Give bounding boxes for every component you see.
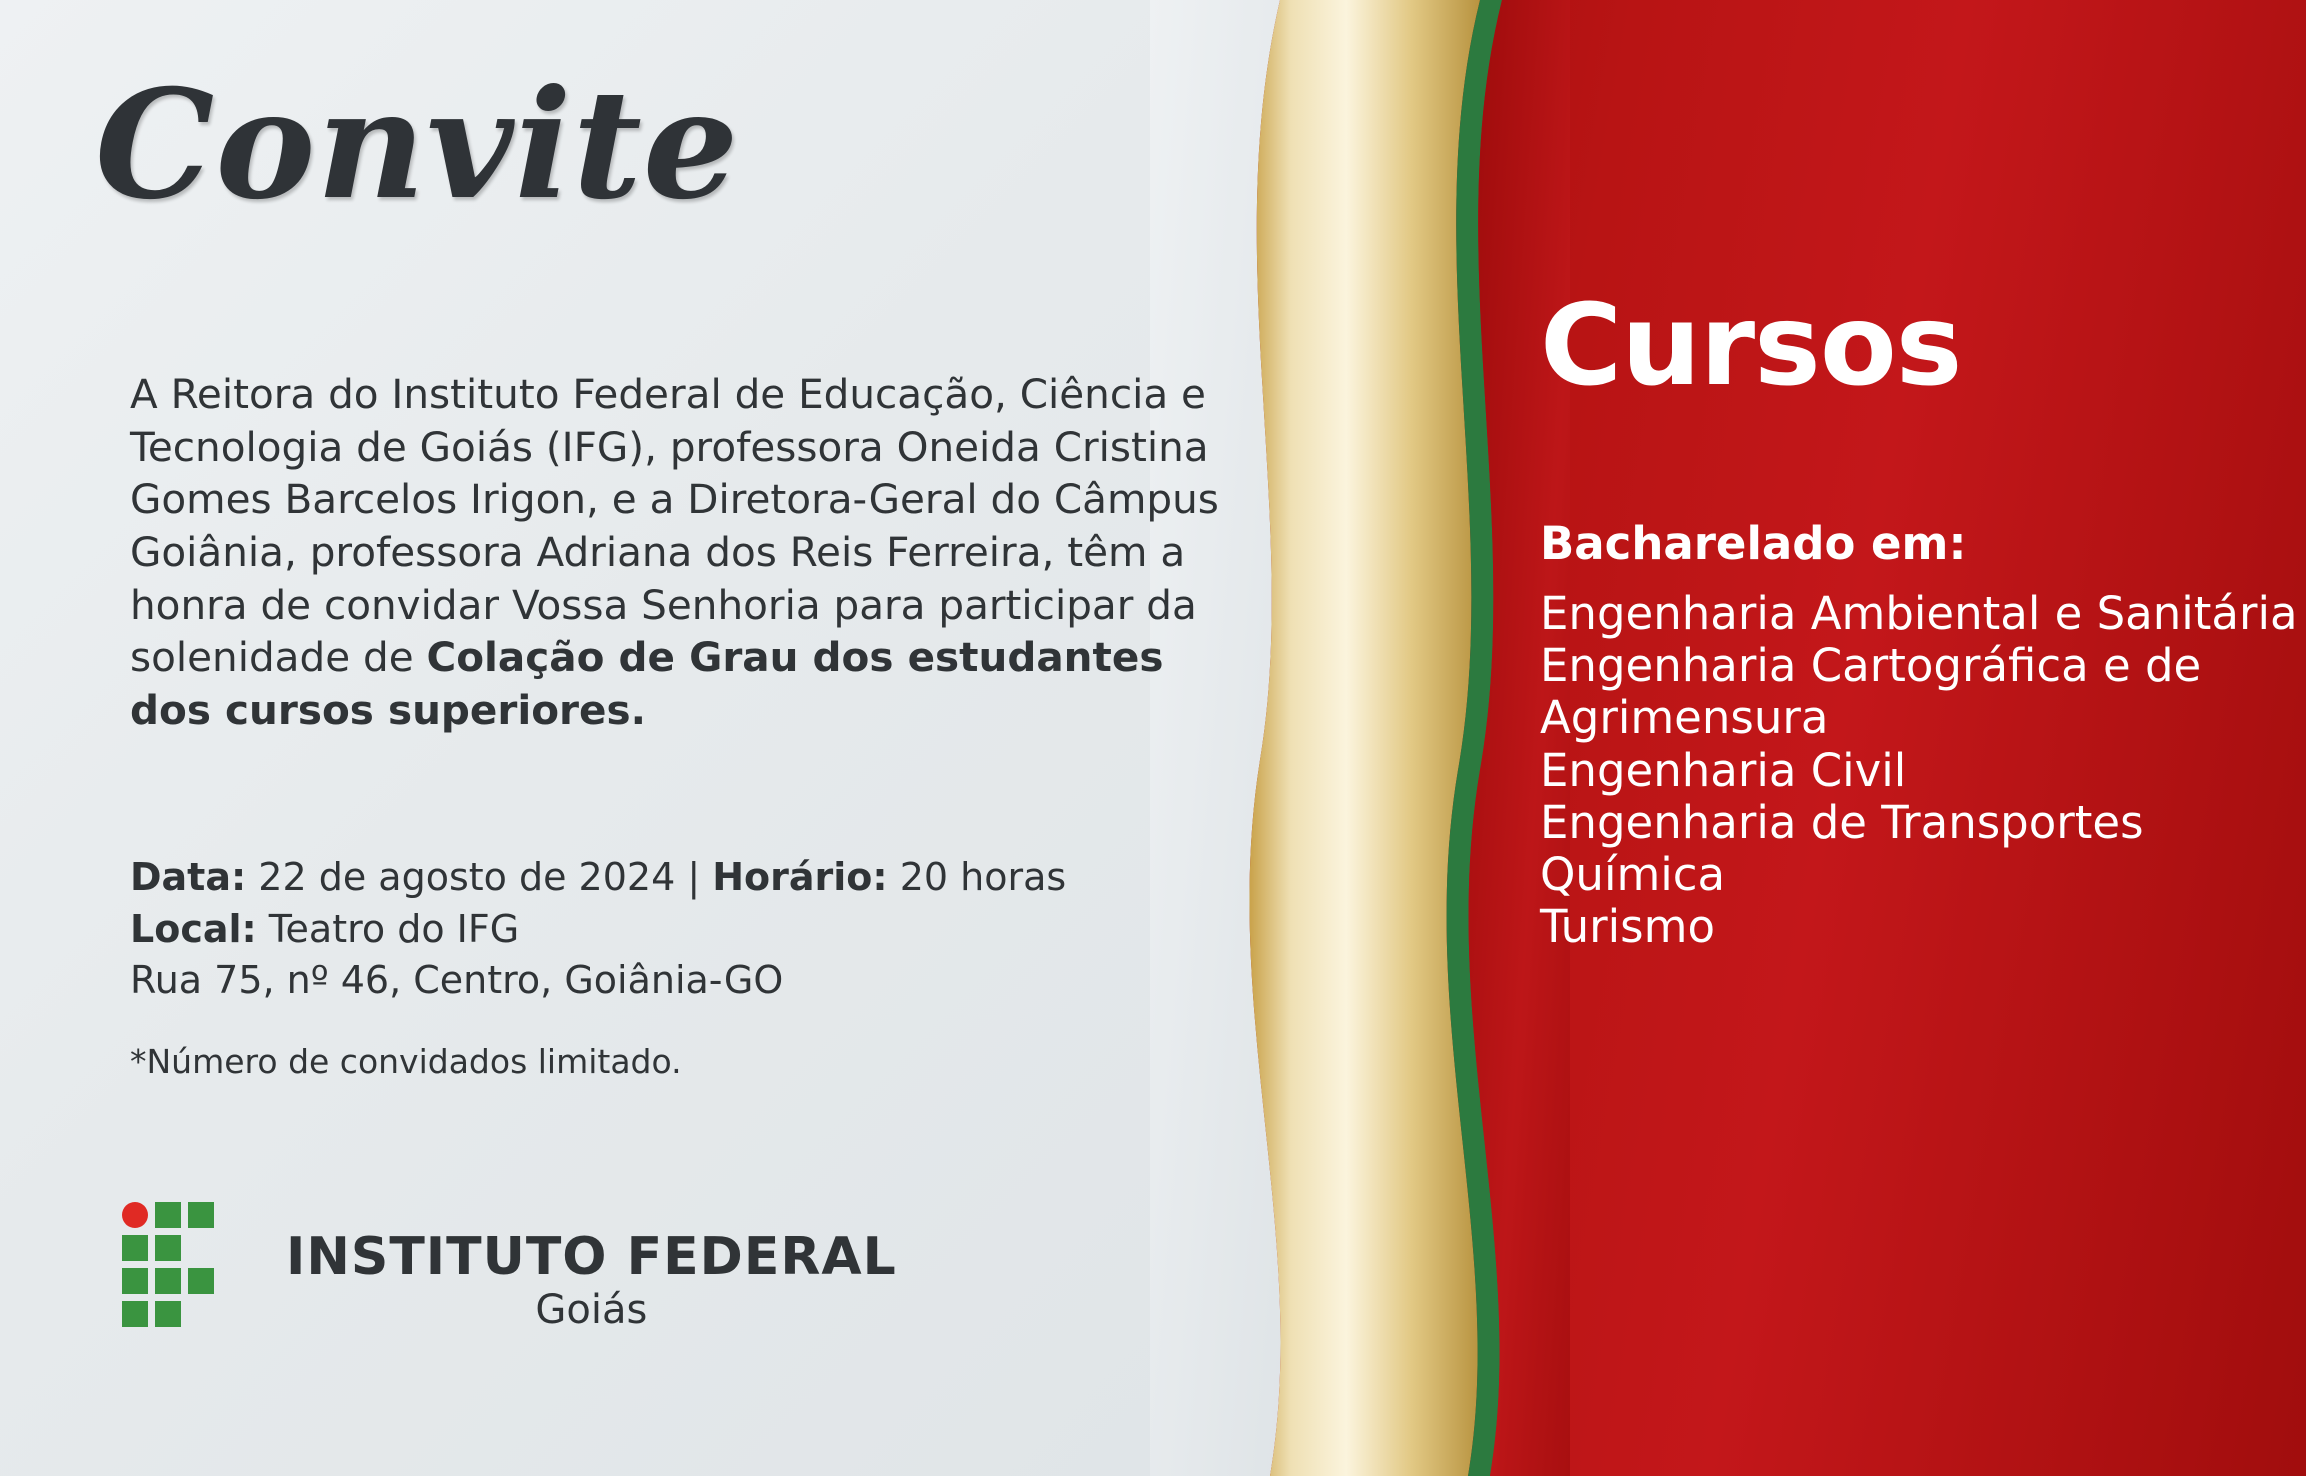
time-label: Horário: — [712, 855, 888, 899]
event-details — [130, 852, 1230, 1007]
ifg-logo-mark-icon — [122, 1202, 250, 1360]
event-place-line — [130, 904, 1230, 956]
page-title: Convite — [95, 57, 740, 233]
logo-title: INSTITUTO FEDERAL — [286, 1226, 897, 1287]
invitation-body-bold1: Colação de Grau dos estudantes dos cursos superiores. — [130, 633, 1164, 734]
time-value: 20 horas — [887, 855, 1067, 899]
logo-text — [286, 1226, 897, 1334]
place-label: Local: — [130, 906, 257, 951]
courses-subtitle: Bacharelado em: — [1540, 517, 1967, 570]
event-date-line — [130, 852, 1230, 904]
date-value: 22 de agosto de 2024 | — [246, 855, 713, 899]
invitation-note: *Número de convidados limitado. — [130, 1042, 682, 1081]
courses-title: Cursos — [1540, 281, 1962, 411]
institution-logo — [122, 1202, 897, 1360]
course-item: Engenharia Cartográfica e de Agrimensura — [1540, 639, 2202, 745]
place-value: Teatro do IFG — [256, 906, 520, 951]
wave-divider-decoration — [1150, 0, 1570, 1476]
course-item: Engenharia Civil — [1540, 743, 1907, 797]
course-item: Engenharia Ambiental e Sanitária — [1540, 587, 2298, 640]
event-address: Rua 75, nº 46, Centro, Goiânia-GO — [130, 958, 784, 1003]
course-item: Engenharia de Transportes — [1540, 795, 2144, 849]
invitation-body — [130, 368, 1230, 736]
course-item: Química — [1540, 847, 1726, 901]
date-label: Data: — [130, 855, 247, 899]
logo-subtitle: Goiás — [535, 1287, 648, 1334]
courses-list — [1540, 588, 2300, 953]
invitation-body-part1: A Reitora do Instituto Federal de Educação, Ciência e Tecnologia de Goiás (IFG), professora Oneida Cristina Gomes Barcelos Irigon, e a Diretora-Geral do Câmpus Goiânia, professora Adriana dos Reis Ferreira, têm a honra de convidar Vossa Senhoria para participar da solenidade de — [130, 370, 1219, 682]
course-item: Turismo — [1540, 900, 1715, 954]
